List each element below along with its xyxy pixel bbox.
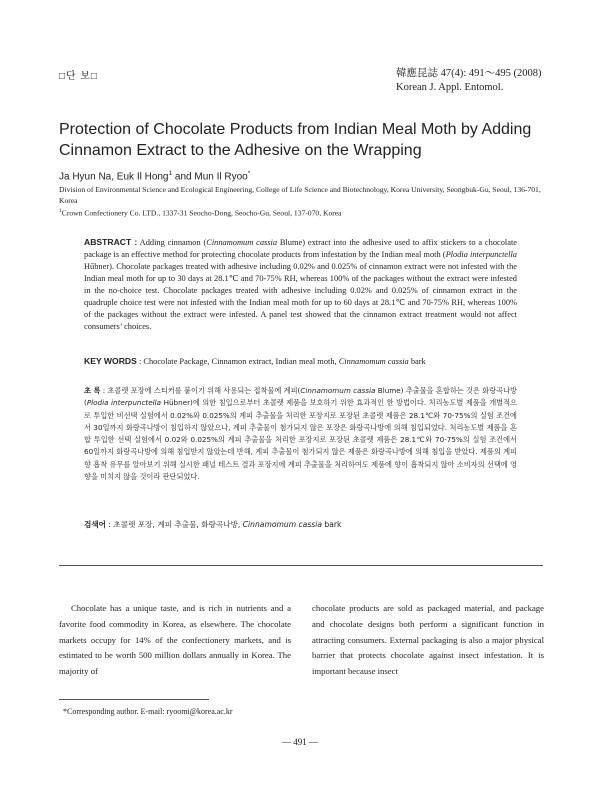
affiliation-second-mark: 1	[59, 208, 62, 214]
korean-abstract-species-2: Plodia interpunctella	[86, 398, 162, 408]
korean-abstract-text-1: : 초콜렛 포장에 스티커를 붙이기 위해 사용되는 접착물에 계피(	[100, 386, 301, 395]
korean-keywords-text: : 초콜렛 포장, 계피 추출물, 화랑곡나방,	[106, 520, 243, 529]
body-column-left	[59, 601, 291, 680]
abstract-text-1: Adding cinnamon (	[137, 238, 207, 247]
authors	[59, 170, 250, 182]
affiliation-main: Division of Environmental Science and Ecological Engineering, College of Life Science and Biotechnology, Korea University, Seongbuk-Gu, Seoul, 136-701, Korea	[59, 185, 541, 205]
abstract-species-2: Plodia interpunctella	[445, 250, 517, 259]
abstract-species-1: Cinnamomum cassia	[206, 238, 278, 247]
keywords	[84, 356, 517, 366]
korean-abstract-text-2: Blume) 추출물을 혼합하는 것은 화랑곡나방(	[84, 386, 517, 408]
footnote-divider	[59, 699, 209, 700]
korean-keywords-species: Cinnamomum cassia	[242, 520, 323, 529]
abstract-text-3: Hűbner). Chocolate packages treated with adhesive including 0.02% and 0.025% of cinnamon extract were not infested with the Indian meal moth for up to 30 days at 28.1℃ and 70-75% RH, whereas 100% of the packages without the extract were infested in the no-choice test. Chocolate packages treated with adhesive including 0.02% and 0.025% of cinnamon extract in the quadruple choice test were not infested with the Indian meal moth for up to 60 days at 28.1℃ and 70-75% RH, whereas 100% of the packages without the extract were infested. A panel test showed that the cinnamon extract treatment would not affect consumers’ choices.	[84, 262, 517, 331]
body-paragraph-left: Chocolate has a unique taste, and is rich in nutrients and a favorite food commodity in Korea, as elsewhere. The chocolate markets occupy for 14% of the confectionery markets, and is estimated to be worth 500 million dollars annually in Korea. The majority of	[59, 603, 291, 677]
affiliation-second-text: Crown Confectionery Co. LTD., 1337-31 Seocho-Dong, Seocho-Gu, Seoul, 137-070, Korea	[61, 208, 342, 218]
body-paragraph-right: chocolate products are sold as packaged material, and package and chocolate designs both perform a significant function in attracting consumers. External packaging is also a major physical barrier that protects chocolate against insect infestation. It is important because insect	[312, 603, 544, 677]
author-2: and Mun Il Ryoo	[172, 171, 248, 183]
section-divider	[59, 565, 543, 566]
affiliation-second	[59, 206, 549, 219]
keywords-text: : Chocolate Package, Cinnamon extract, Indian meal moth,	[136, 357, 339, 366]
korean-keywords	[84, 519, 517, 530]
footnote: *Corresponding author. E-mail: ryoomi@korea.ac.kr	[63, 707, 233, 716]
journal-header	[396, 67, 542, 95]
journal-english: Korean J. Appl. Entomol.	[396, 82, 504, 93]
keywords-species: Cinnamomum cassia	[338, 357, 409, 366]
corresponding-mark: *	[247, 170, 251, 177]
abstract-label: ABSTRACT :	[84, 237, 138, 247]
body-column-right	[312, 601, 544, 680]
korean-abstract-text-3: Hübner)에 의한 침입으로부터 초콜렛 제품을 보호하기 위한 효과적인 한 방법이다. 처리농도별 제품을 개별적으로 투입한 비선택 실험에서 0.02%와 0.025%의 계피 추출물을 처리한 포장지로 포장된 초콜렛 제품은 28.1℃와 70-75%의 실험 조건에서 30일까지 화랑곡나방이 침입하지 않았으나, 계피 추출물이 첨가되지 않은 포장은 화랑곡나방에 의해 침입되었다. 처리농도별 제품을 혼합 투입한 선택 실험에서 0.02와 0.025%의 계피 추출물을 처리한 포장지로 포장된 초콜렛 제품은 28.1℃와 70-75%의 실험 조건에서 60일까지 화랑곡나방에 의해 침입받지 않았는데 반해, 계피 추출물이 첨가되지 않은 제품은 화랑곡나방에 의해 침입을 받았다. 제품의 계피향 흡착 유무를 알아보기 위해 실시한 패널 테스트 결과 포장지에 계피 추출물을 처리하여도 제품에 향이 흡착되지 않아 소비자의 선택에 영향을 미치지 않을 것이라 판단되었다.	[84, 398, 517, 482]
page-number: ― 491 ―	[282, 737, 318, 747]
korean-keywords-tail: bark	[322, 520, 342, 529]
keywords-label: KEY WORDS	[84, 356, 137, 366]
author-1: Ja Hyun Na, Euk Il Hong	[59, 171, 169, 183]
author-1-affiliation-mark: 1	[168, 170, 173, 177]
korean-abstract	[84, 385, 517, 483]
section-note: □단 보□	[59, 71, 98, 82]
keywords-tail: bark	[408, 357, 426, 366]
korean-abstract-label: 초 록	[84, 386, 101, 395]
paper-title: Protection of Chocolate Products from Indian Meal Moth by Adding Cinnamon Extract to the Adhesive on the Wrapping	[59, 121, 532, 159]
korean-keywords-label: 검색어	[84, 520, 107, 529]
abstract	[84, 236, 517, 333]
korean-abstract-species-1: Cinnamomum cassia	[300, 386, 376, 395]
abstract-text-2: Blume) extract into the adhesive used to affix stickers to a chocolate package is an effective method for protecting chocolate products from infestation by the Indian meal moth (	[84, 238, 518, 259]
journal-korean: 韓應昆誌 47(4): 491～495 (2008)	[396, 68, 542, 79]
affiliations	[59, 184, 549, 219]
